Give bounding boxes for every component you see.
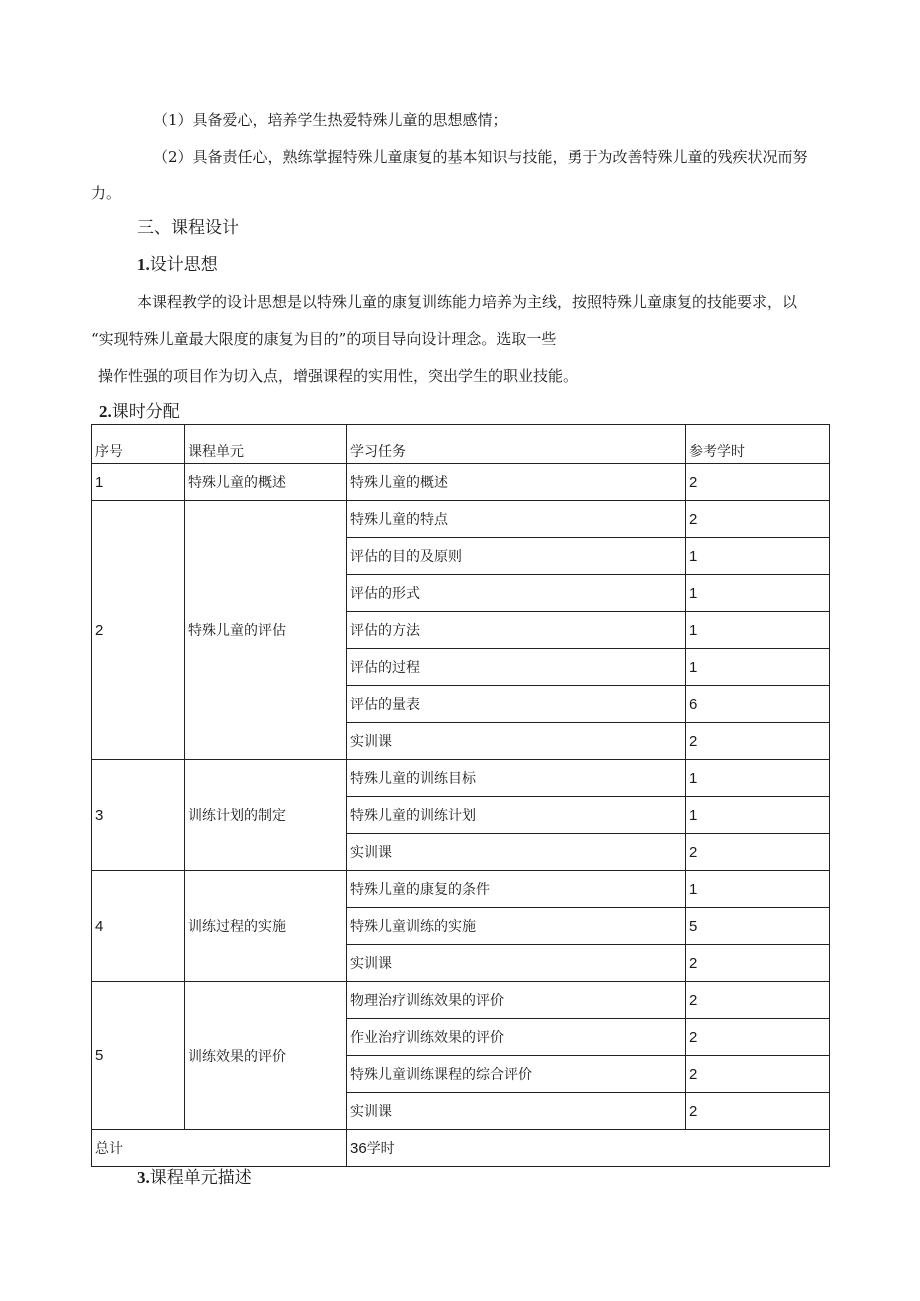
task-name: 特殊儿童训练课程的综合评价 [347,1056,686,1093]
task-hours: 2 [686,834,830,871]
task-name: 评估的量表 [347,686,686,723]
task-name: 评估的形式 [347,575,686,612]
task-name: 特殊儿童的特点 [347,501,686,538]
task-hours: 1 [686,649,830,686]
header-unit: 课程单元 [185,425,347,464]
task-name: 特殊儿童的训练计划 [347,797,686,834]
objective-2-line1: （2）具备责任心，熟练掌握特殊儿童康复的基本知识与技能，勇于为改善特殊儿童的残疾状况而努 [153,148,808,166]
section-3-title: 三、课程设计 [137,218,239,238]
unit-seq: 1 [92,464,185,501]
task-hours: 1 [686,871,830,908]
subsection-number: 3. [137,1168,150,1187]
task-hours: 2 [686,1056,830,1093]
subsection-title: 课程单元描述 [149,1168,252,1188]
header-seq: 序号 [92,425,185,464]
task-hours: 2 [686,982,830,1019]
subsection-title: 课时分配 [111,402,180,422]
task-hours: 5 [686,908,830,945]
task-name: 作业治疗训练效果的评价 [347,1019,686,1056]
task-name: 特殊儿童的训练目标 [347,760,686,797]
total-unit: 学时 [366,1141,395,1157]
objective-1: （1）具备爱心，培养学生热爱特殊儿童的思想感情； [153,111,508,129]
total-row [92,1130,830,1167]
total-label: 总计 [92,1130,347,1167]
task-name: 物理治疗训练效果的评价 [347,982,686,1019]
task-hours: 1 [686,538,830,575]
unit-seq: 4 [92,871,185,982]
task-name: 特殊儿童训练的实施 [347,908,686,945]
task-hours: 2 [686,1019,830,1056]
table-row [92,464,830,501]
task-name: 实训课 [347,723,686,760]
unit-name: 特殊儿童的评估 [185,501,347,760]
subsection-number: 2. [99,402,112,421]
table-row [92,982,830,1019]
task-name: 评估的目的及原则 [347,538,686,575]
table-row [92,760,830,797]
design-para-line3: 操作性强的项目作为切入点，增强课程的实用性，突出学生的职业技能。 [98,367,579,385]
objective-2-line2: 力。 [91,184,122,202]
task-hours: 2 [686,501,830,538]
unit-seq: 5 [92,982,185,1130]
subsection-number: 1. [137,255,150,274]
unit-name: 训练过程的实施 [185,871,347,982]
task-name: 实训课 [347,945,686,982]
hours-table [91,424,830,1167]
task-hours: 2 [686,945,830,982]
total-number: 36 [350,1140,367,1157]
task-hours: 1 [686,575,830,612]
task-name: 实训课 [347,1093,686,1130]
subsection-title: 设计思想 [149,255,218,275]
subsection-design-idea [137,255,218,275]
task-hours: 2 [686,1093,830,1130]
task-hours: 1 [686,612,830,649]
design-para-line1: 本课程教学的设计思想是以特殊儿童的康复训练能力培养为主线，按照特殊儿童康复的技能要求，以 [137,293,798,311]
task-name: 评估的过程 [347,649,686,686]
task-hours: 6 [686,686,830,723]
task-hours: 2 [686,723,830,760]
subsection-hours [99,402,180,422]
unit-name: 特殊儿童的概述 [185,464,347,501]
unit-name: 训练效果的评价 [185,982,347,1130]
table-row [92,871,830,908]
unit-seq: 2 [92,501,185,760]
task-name: 实训课 [347,834,686,871]
unit-name: 训练计划的制定 [185,760,347,871]
task-hours: 1 [686,760,830,797]
task-hours: 2 [686,464,830,501]
task-hours: 1 [686,797,830,834]
unit-seq: 3 [92,760,185,871]
design-para-line2: “实现特殊儿童最大限度的康复为目的”的项目导向设计理念。选取一些 [91,330,557,348]
total-hours [347,1130,830,1167]
table-header-row [92,425,830,464]
header-hours: 参考学时 [686,425,830,464]
task-name: 特殊儿童的概述 [347,464,686,501]
table-row [92,501,830,538]
header-task: 学习任务 [347,425,686,464]
task-name: 特殊儿童的康复的条件 [347,871,686,908]
task-name: 评估的方法 [347,612,686,649]
subsection-unit-description [137,1168,252,1188]
